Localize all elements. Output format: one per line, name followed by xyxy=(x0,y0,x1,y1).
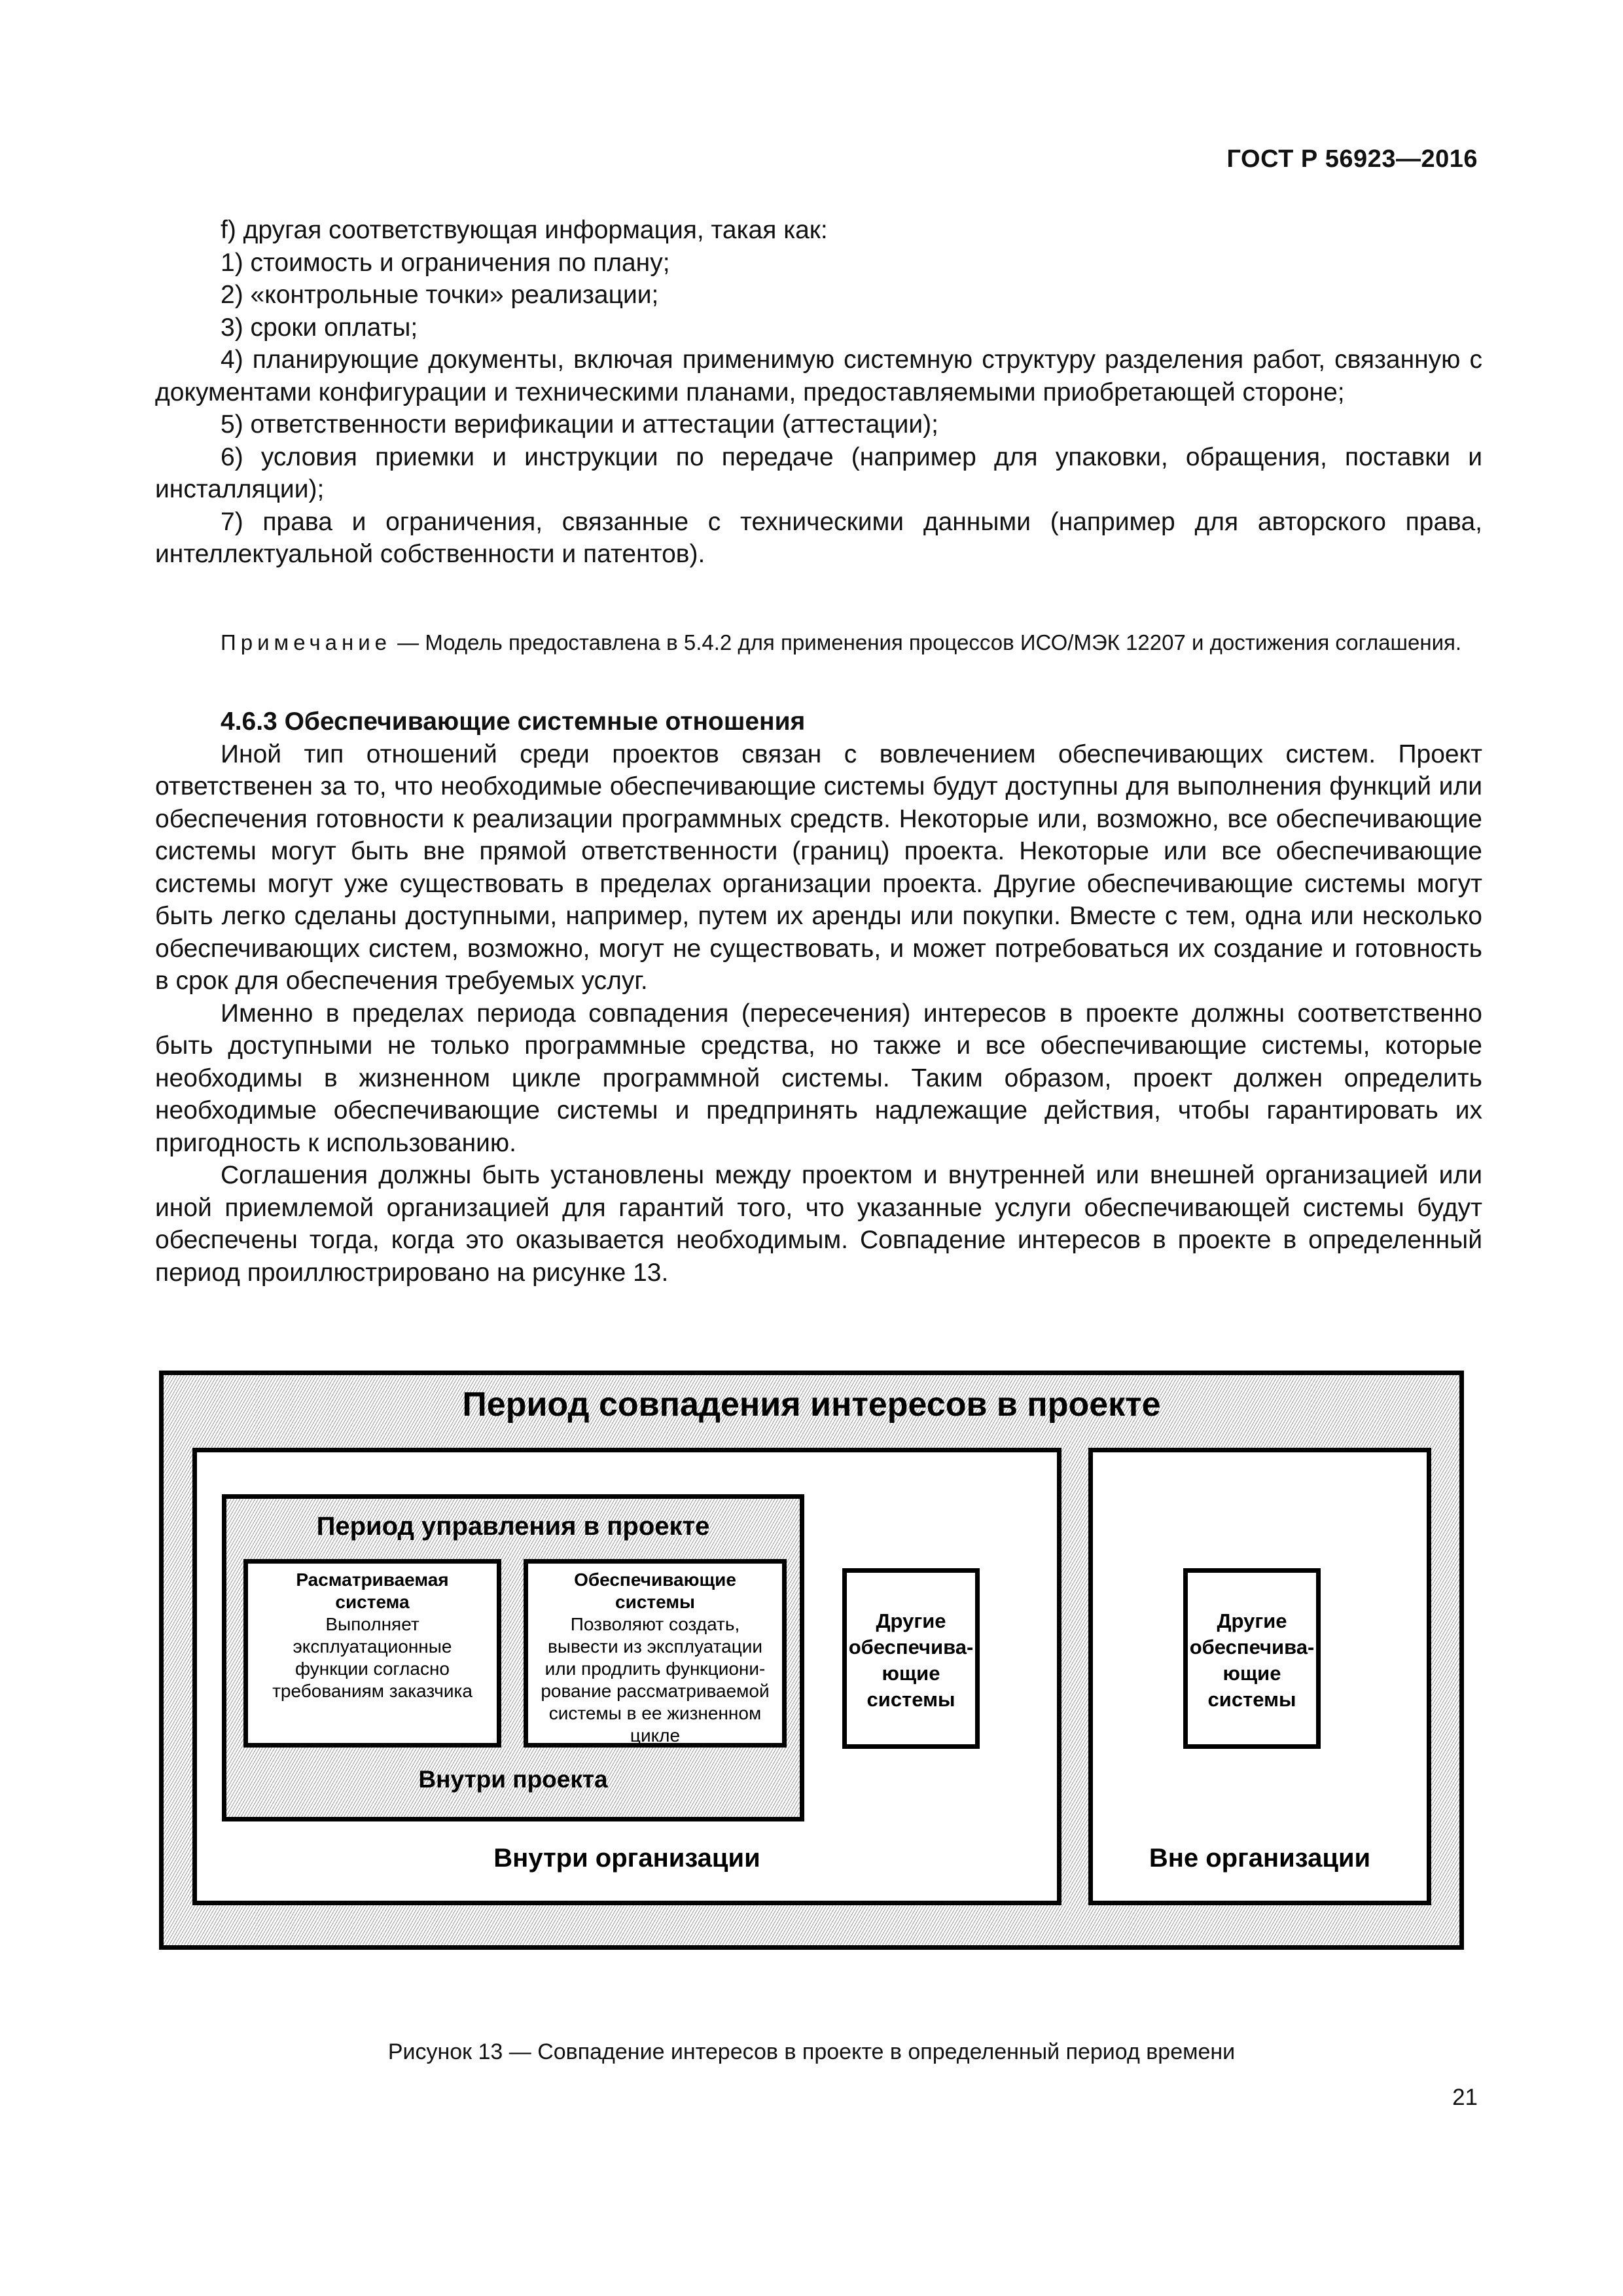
system-of-interest-title: Расматриваемая система xyxy=(296,1570,449,1612)
paragraph: Иной тип отношений среди проектов связан с вовлечением обеспечивающих систем. Проект ответственен за то, что необходимые обеспечивающие системы будут доступны для выполнения функций или обеспечения готовности к реализации программных средств. Некоторые или, возможно, все обеспечивающие системы могут быть вне прямой ответственности (границ) проекта. Некоторые или все обеспечивающие системы могут уже существовать в пределах организации проекта. Другие обеспечивающие системы могут быть легко сделаны доступными, например, путем их аренды или покупки. Вместе с тем, одна или несколько обеспечивающих систем, возможно, могут не существовать, и может потребоваться их создание и готовность в срок для обеспечения требуемых услуг. xyxy=(155,740,1482,995)
other-enabling-systems-inside-box xyxy=(842,1568,980,1749)
list-intro: f) другая соответствующая информация, такая как: xyxy=(221,216,828,244)
enabling-systems-description: Позволяют создать, вывести из эксплуатации или продлить функциони- рование рассматриваемой системы в ее жизненном цикле xyxy=(541,1614,770,1746)
document-standard-id: ГОСТ Р 56923—2016 xyxy=(1226,145,1478,173)
project-interest-period-title: Период совпадения интересов в проекте xyxy=(462,1386,1161,1424)
inside-project-label: Внутри проекта xyxy=(418,1766,608,1793)
paragraph: Соглашения должны быть установлены между проектом и внутренней или внешней организацией или иной приемлемой организацией для гарантий того, что указанные услуги обеспечивающей системы будут обеспечены тогда, когда это оказывается необходимым. Совпадение интересов в проекте в определенный период проиллюстрировано на рисунке 13. xyxy=(155,1161,1482,1287)
section-heading: 4.6.3 Обеспечивающие системные отношения xyxy=(221,708,806,736)
other-enabling-systems-inside-label: Другие обеспечива- ющие системы xyxy=(848,1609,974,1711)
list-item: 2) «контрольные точки» реализации; xyxy=(221,281,659,309)
other-enabling-systems-outside-box xyxy=(1183,1568,1321,1749)
list-item: 1) стоимость и ограничения по плану; xyxy=(221,248,670,277)
enabling-systems-box xyxy=(524,1559,787,1748)
note-text: — Модель предоставлена в 5.4.2 для применения процессов ИСО/МЭК 12207 и достижения соглашения. xyxy=(391,630,1462,655)
outside-organization-label: Вне организации xyxy=(1149,1844,1371,1873)
system-of-interest-box xyxy=(243,1559,501,1748)
list-item: 3) сроки оплаты; xyxy=(221,313,418,342)
project-management-period-title: Период управления в проекте xyxy=(316,1512,710,1541)
enabling-systems-title: Обеспечивающие системы xyxy=(574,1570,736,1612)
list-item: 6) условия приемки и инструкции по передаче (например для упаковки, обращения, поставки и инсталляции); xyxy=(155,442,1482,503)
page-number: 21 xyxy=(1452,2085,1478,2110)
other-enabling-systems-outside-label: Другие обеспечива- ющие системы xyxy=(1189,1609,1315,1711)
paragraph: Именно в пределах периода совпадения (пересечения) интересов в проекте должны соответственно быть доступными не только программные средства, но также и все обеспечивающие системы, которые необходимы в жизненном цикле программной системы. Таким образом, проект должен определить необходимые обеспечивающие системы и предпринять надлежащие действия, чтобы гарантировать их пригодность к использованию. xyxy=(155,999,1482,1157)
system-of-interest-description: Выполняет эксплуатационные функции согласно требованиям заказчика xyxy=(272,1614,473,1701)
note-label: Примечание xyxy=(221,630,392,655)
note xyxy=(155,628,1482,657)
list-item: 7) права и ограничения, связанные с техническими данными (например для авторского права, интеллектуальной собственности и патентов). xyxy=(155,507,1482,568)
section-4-6-3 xyxy=(155,706,1482,1289)
requirements-list xyxy=(155,214,1482,571)
figure-caption: Рисунок 13 — Совпадение интересов в проекте в определенный период времени xyxy=(387,2039,1236,2064)
list-item: 4) планирующие документы, включая применимую системную структуру разделения работ, связанную с документами конфигурации и техническими планами, предоставляемыми приобретающей стороне; xyxy=(155,346,1482,406)
list-item: 5) ответственности верификации и аттестации (аттестации); xyxy=(221,410,938,439)
inside-organization-label: Внутри организации xyxy=(493,1844,760,1873)
